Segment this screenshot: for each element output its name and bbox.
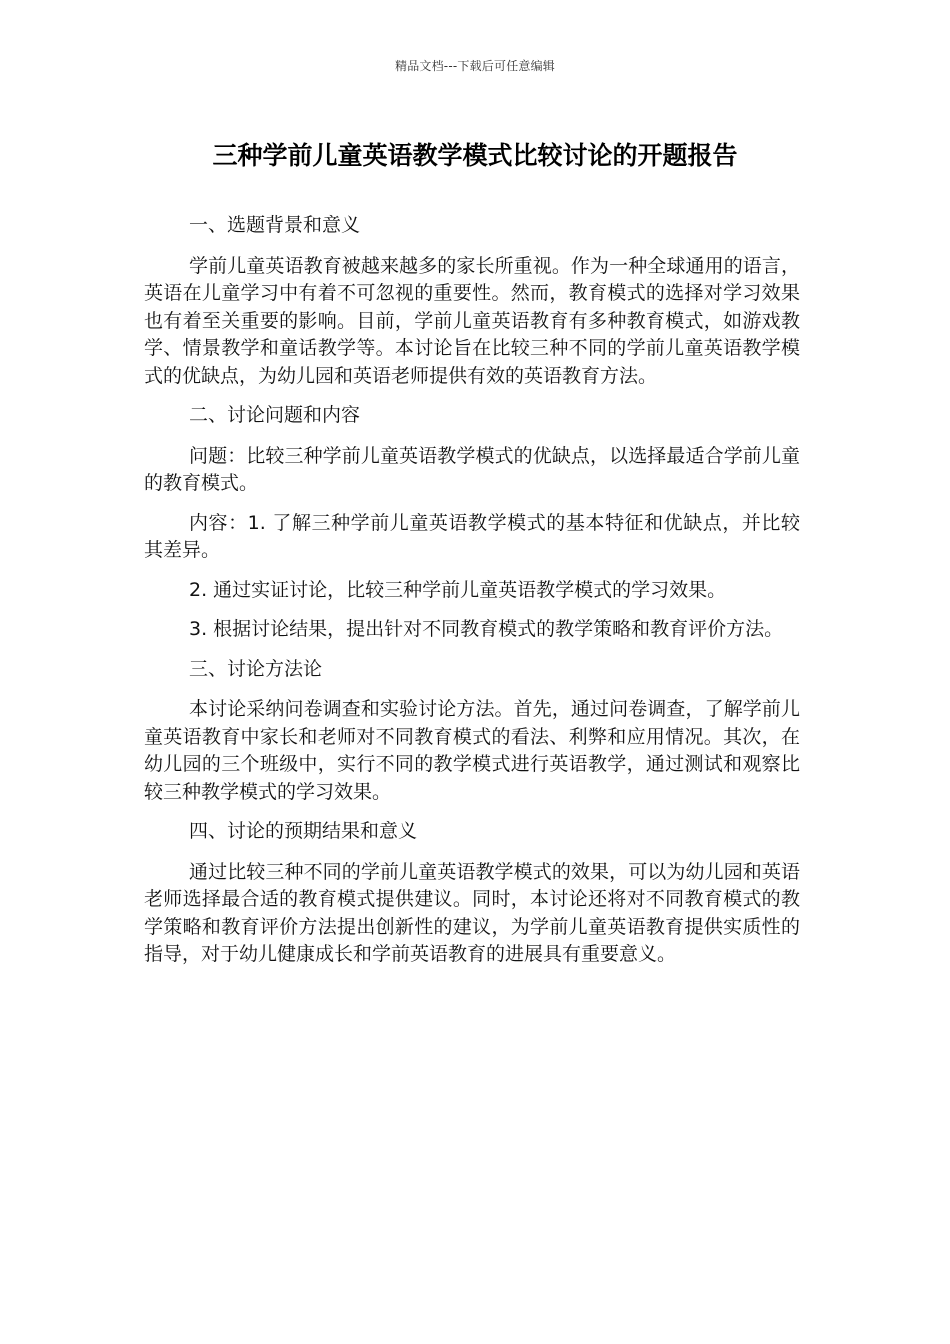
paragraph-background: 学前儿童英语教育被越来越多的家长所重视。作为一种全球通用的语言，英语在儿童学习中有着不可忽视的重要性。然而，教育模式的选择对学习效果也有着至关重要的影响。目前，学前儿童英语教育有多种教育模式，如游戏教学、情景教学和童话教学等。本讨论旨在比较三种不同的学前儿童英语教学模式的优缺点，为幼儿园和英语老师提供有效的英语教育方法。 bbox=[144, 254, 800, 387]
paragraph-expected-results: 通过比较三种不同的学前儿童英语教学模式的效果，可以为幼儿园和英语老师选择最合适的教育模式提供建议。同时，本讨论还将对不同教育模式的教学策略和教育评价方法提出创新性的建议，为学前儿童英语教育提供实质性的指导，对于幼儿健康成长和学前英语教育的进展具有重要意义。 bbox=[144, 860, 800, 965]
document-title: 三种学前儿童英语教学模式比较讨论的开题报告 bbox=[212, 141, 738, 170]
section-heading-expected-results: 四、讨论的预期结果和意义 bbox=[189, 820, 418, 842]
paragraph-methodology: 本讨论采纳问卷调查和实验讨论方法。首先，通过问卷调查，了解学前儿童英语教育中家长和老师对不同教育模式的看法、利弊和应用情况。其次，在幼儿园的三个班级中，实行不同的教学模式进行英语教学，通过测试和观察比较三种教学模式的学习效果。 bbox=[144, 698, 800, 803]
document-body bbox=[144, 212, 800, 981]
header-note: 精品文档---下载后可任意编辑 bbox=[395, 59, 555, 73]
paragraph-content-item-3: 3. 根据讨论结果，提出针对不同教育模式的教学策略和教育评价方法。 bbox=[189, 618, 784, 640]
paragraph-content-item-2: 2. 通过实证讨论，比较三种学前儿童英语教学模式的学习效果。 bbox=[189, 578, 727, 601]
section-heading-background: 一、选题背景和意义 bbox=[189, 214, 361, 236]
section-heading-methodology: 三、讨论方法论 bbox=[189, 657, 323, 680]
section-heading-questions: 二、讨论问题和内容 bbox=[189, 404, 361, 426]
paragraph-content-item-1: 内容：1. 了解三种学前儿童英语教学模式的基本特征和优缺点，并比较其差异。 bbox=[144, 511, 800, 561]
paragraph-question: 问题：比较三种学前儿童英语教学模式的优缺点，以选择最适合学前儿童的教育模式。 bbox=[144, 444, 800, 494]
